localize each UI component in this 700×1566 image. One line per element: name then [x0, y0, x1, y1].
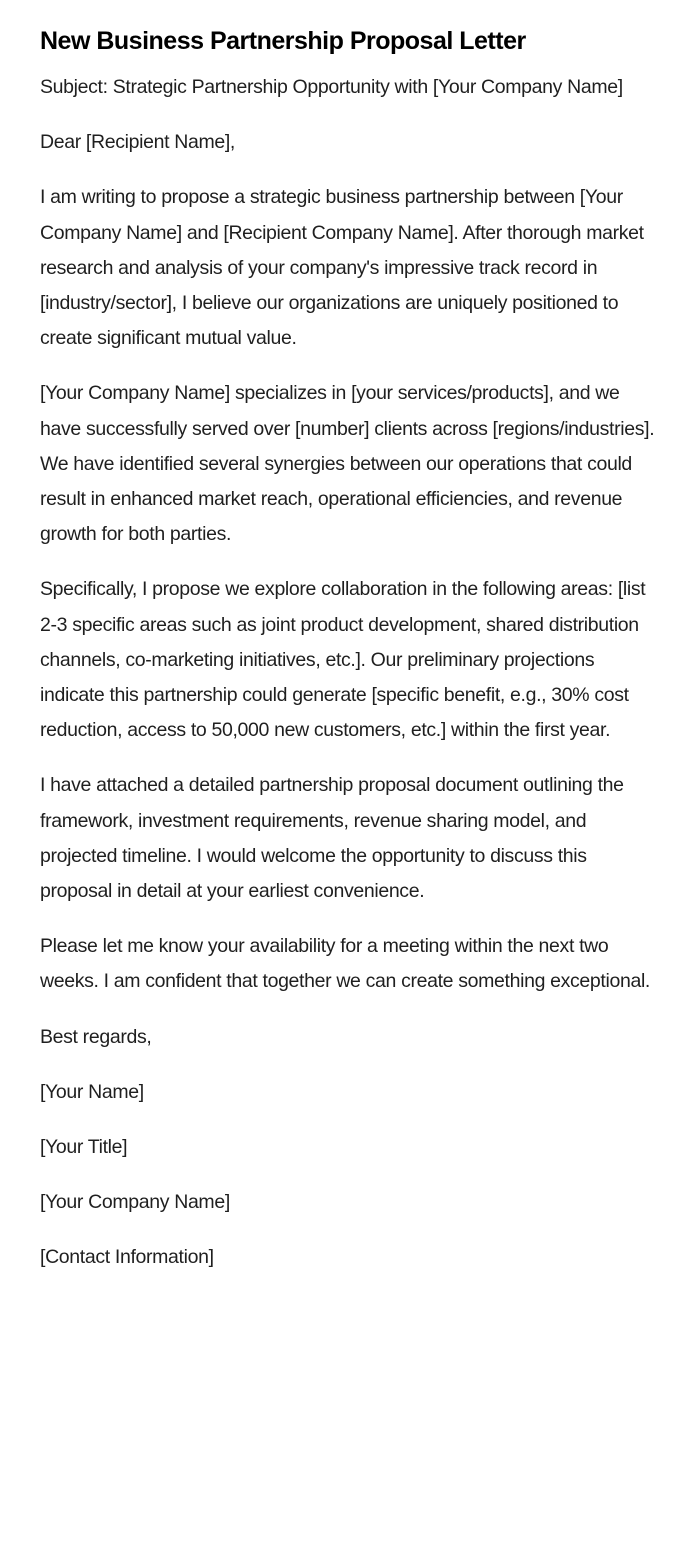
body-paragraph-proposal: Specifically, I propose we explore collaboration in the following areas: [list 2-3 specific areas such as joint product development, shared distribution channels, co-marketing initiatives, etc.]. Our preliminary projections indicate this partnership could generate [specific benefit, e.g., 30% cost reduction, access to 50,000 new customers, etc.] within the first year.	[40, 578, 646, 742]
body-paragraph-closing: Please let me know your availability for a meeting within the next two weeks. I am confident that together we can create something exceptional.	[40, 935, 650, 993]
body-paragraph-company: [Your Company Name] specializes in [your services/products], and we have successfully served over [number] clients across [regions/industries]. We have identified several synergies between our operations that could result in enhanced market reach, operational efficiencies, and revenue growth for both parties.	[40, 382, 655, 546]
body-paragraph-attachment: I have attached a detailed partnership proposal document outlining the framework, investment requirements, revenue sharing model, and projected timeline. I would welcome the opportunity to discuss this proposal in detail at your earliest convenience.	[40, 774, 624, 903]
salutation: Dear [Recipient Name],	[40, 131, 235, 154]
signature-contact: [Contact Information]	[40, 1245, 214, 1268]
document-title: New Business Partnership Proposal Letter	[40, 27, 526, 55]
closing-line: Best regards,	[40, 1025, 152, 1048]
subject-line: Subject: Strategic Partnership Opportunity with [Your Company Name]	[40, 76, 623, 98]
signature-title: [Your Title]	[40, 1135, 128, 1158]
signature-name: [Your Name]	[40, 1080, 144, 1103]
body-paragraph-intro: I am writing to propose a strategic business partnership between [Your Company Name] and [Recipient Company Name]. After thorough market research and analysis of your company's impressive track record in [industry/sector], I believe our organizations are uniquely positioned to create significant mutual value.	[40, 186, 644, 350]
signature-company: [Your Company Name]	[40, 1190, 230, 1213]
